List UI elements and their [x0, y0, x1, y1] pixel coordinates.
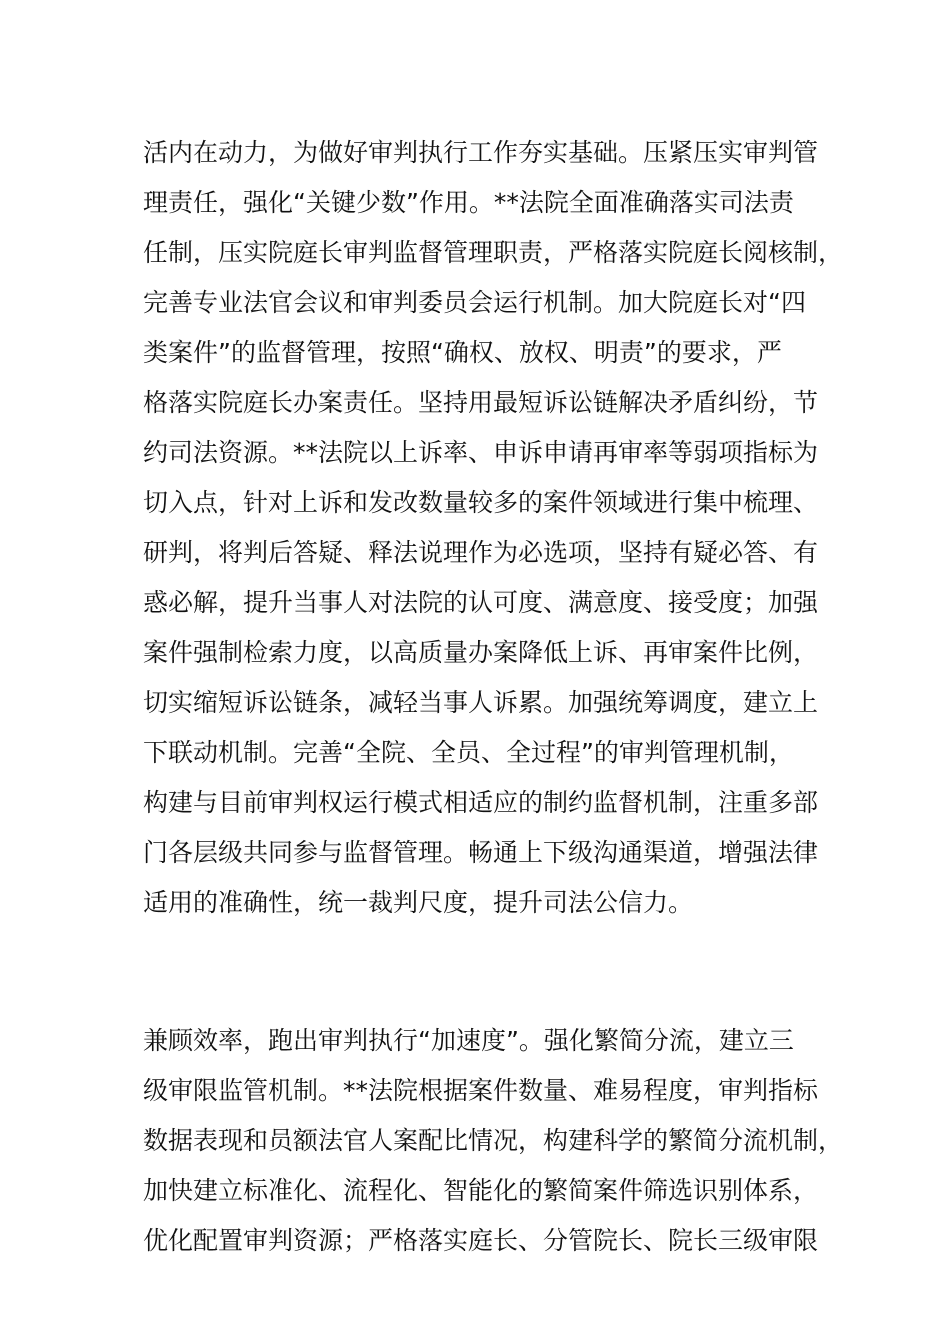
text-line: 切入点，针对上诉和发改数量较多的案件领域进行集中梳理、 [143, 488, 819, 517]
text-line: 适用的准确性，统一裁判尺度，提升司法公信力。 [143, 888, 694, 917]
text-line: 下联动机制。完善“全院、全员、全过程”的审判管理机制， [143, 738, 794, 767]
text-line: 切实缩短诉讼链条，减轻当事人诉累。加强统筹调度，建立上 [143, 688, 819, 717]
text-line: 格落实院庭长办案责任。坚持用最短诉讼链解决矛盾纠纷，节 [143, 388, 819, 417]
text-line: 优化配置审判资源；严格落实庭长、分管院长、院长三级审限 [143, 1226, 819, 1255]
text-line: 活内在动力，为做好审判执行工作夯实基础。压紧压实审判管 [143, 138, 819, 167]
text-line: 案件强制检索力度，以高质量办案降低上诉、再审案件比例， [143, 638, 819, 667]
text-line: 完善专业法官会议和审判委员会运行机制。加大院庭长对“四 [143, 288, 806, 317]
text-line: 类案件”的监督管理，按照“确权、放权、明责”的要求，严 [143, 338, 782, 367]
paragraph-2 [143, 1016, 843, 1266]
paragraph-1 [143, 128, 843, 928]
text-line: 兼顾效率，跑出审判执行“加速度”。强化繁简分流，建立三 [143, 1026, 794, 1055]
text-line: 门各层级共同参与监督管理。畅通上下级沟通渠道，增强法律 [143, 838, 819, 867]
text-line: 惑必解，提升当事人对法院的认可度、满意度、接受度；加强 [143, 588, 819, 617]
text-line: 任制，压实院庭长审判监督管理职责，严格落实院庭长阅核制， [143, 238, 844, 267]
text-line: 数据表现和员额法官人案配比情况，构建科学的繁简分流机制， [143, 1126, 844, 1155]
text-line: 理责任，强化“关键少数”作用。**法院全面准确落实司法责 [143, 188, 794, 217]
text-line: 构建与目前审判权运行模式相适应的制约监督机制，注重多部 [143, 788, 819, 817]
text-line: 级审限监管机制。**法院根据案件数量、难易程度，审判指标 [143, 1076, 819, 1105]
text-line: 研判，将判后答疑、释法说理作为必选项，坚持有疑必答、有 [143, 538, 819, 567]
text-line: 约司法资源。**法院以上诉率、申诉申请再审率等弱项指标为 [143, 438, 819, 467]
text-line: 加快建立标准化、流程化、智能化的繁简案件筛选识别体系， [143, 1176, 819, 1205]
